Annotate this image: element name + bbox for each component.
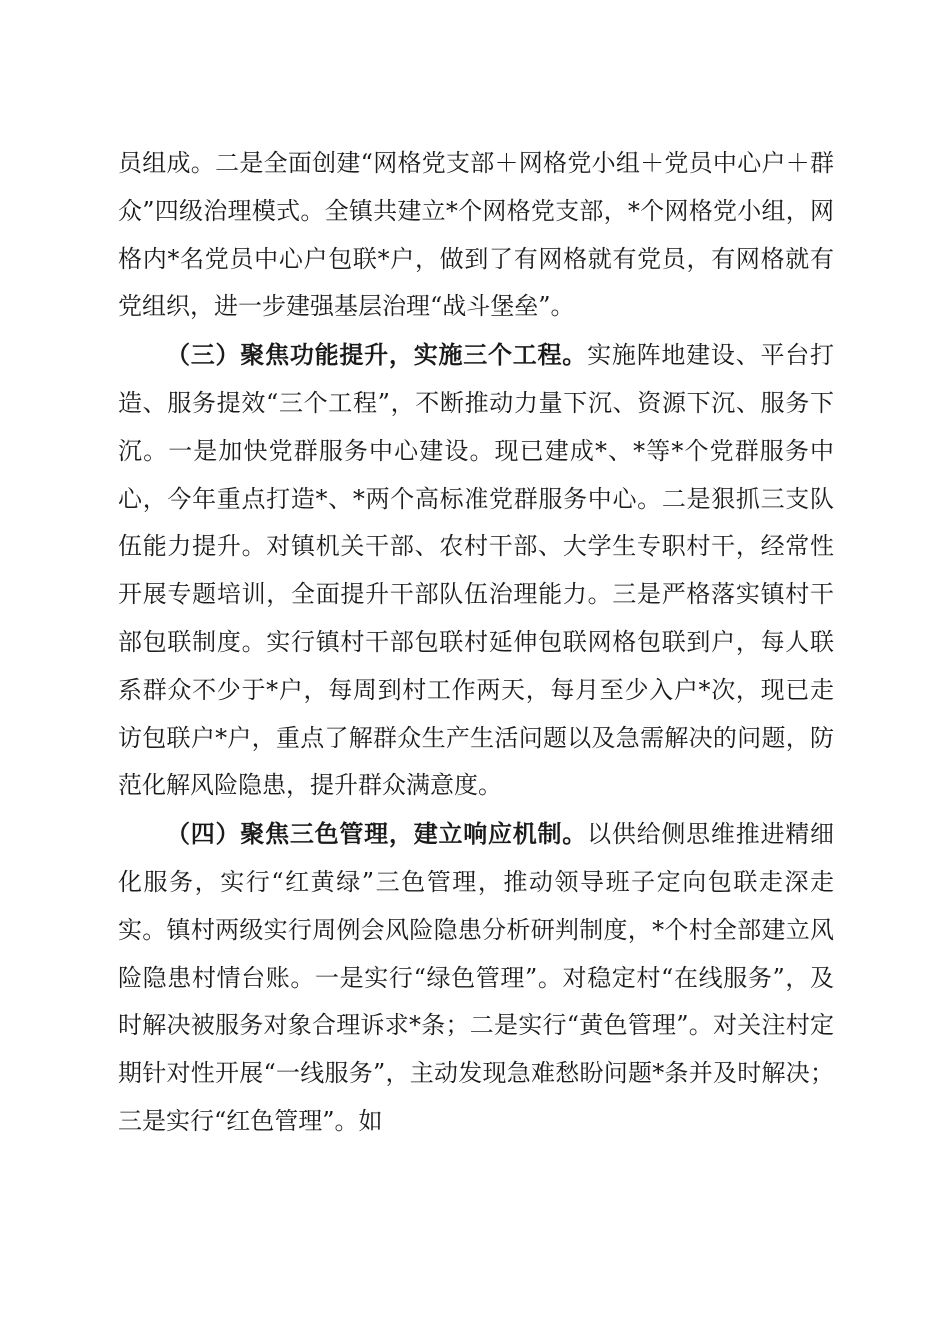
paragraph-body: 以供给侧思维推进精细化服务，实行“红黄绿”三色管理，推动领导班子定向包联走深走实。镇村两级实行周例会风险隐患分析研判制度，*个村全部建立风险隐患村情台账。一是实行“绿色管理”。对稳定村“在线服务”，及时解决被服务对象合理诉求*条；二是实行“黄色管理”。对关注村定期针对性开展“一线服务”，主动发现急难愁盼问题*条并及时解决；三是实行“红色管理”。如	[118, 820, 835, 1135]
paragraph-body: 员组成。二是全面创建“网格党支部＋网格党小组＋党员中心户＋群众”四级治理模式。全镇共建立*个网格党支部，*个网格党小组，网格内*名党员中心户包联*户，做到了有网格就有党员，有网格就有党组织，进一步建强基层治理“战斗堡垒”。	[118, 149, 834, 321]
paragraph-section-three	[118, 331, 834, 810]
section-heading: （三）聚焦功能提升，实施三个工程。	[166, 340, 588, 370]
paragraph-body: 实施阵地建设、平台打造、服务提效“三个工程”，不断推动力量下沉、资源下沉、服务下沉。一是加快党群服务中心建设。现已建成*、*等*个党群服务中心，今年重点打造*、*两个高标准党群服务中心。二是狠抓三支队伍能力提升。对镇机关干部、农村干部、大学生专职村干，经常性开展专题培训，全面提升干部队伍治理能力。三是严格落实镇村干部包联制度。实行镇村干部包联村延伸包联网格包联到户，每人联系群众不少于*户，每周到村工作两天，每月至少入户*次，现已走访包联户*户，重点了解群众生产生活问题以及急需解决的问题，防范化解风险隐患，提升群众满意度。	[118, 341, 835, 800]
section-heading: （四）聚焦三色管理，建立响应机制。	[166, 819, 588, 849]
paragraph-continuation	[118, 140, 834, 331]
paragraph-section-four	[118, 810, 834, 1146]
document-page	[118, 140, 834, 1146]
